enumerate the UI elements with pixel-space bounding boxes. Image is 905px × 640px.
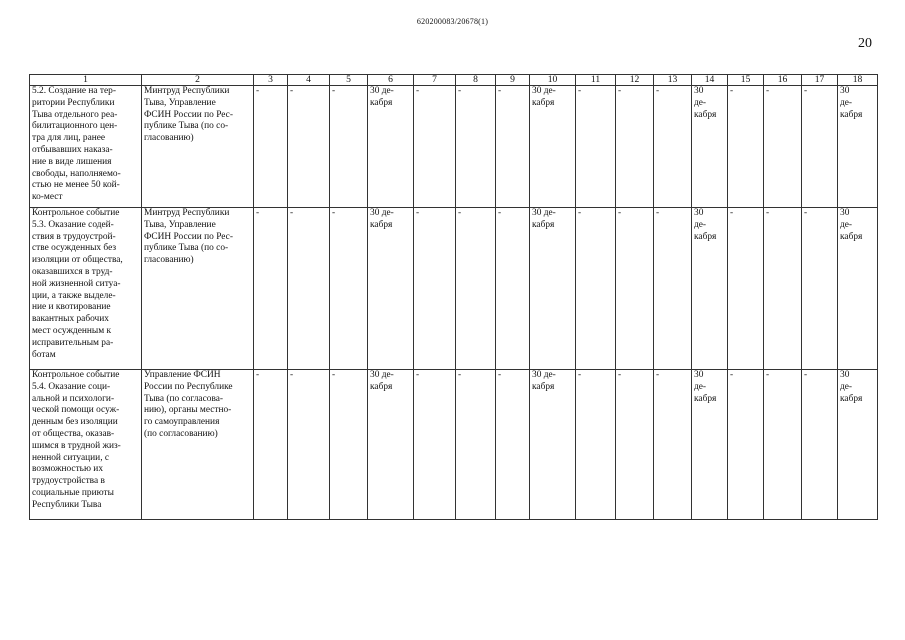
column-header: 16 [764, 75, 802, 86]
event-cell: 5.2. Создание на тер- ритории Республики Тыва отдельного реа- билитационного цен- тра для лиц, ранее отбывавших наказа- ние в виде лишения свободы, наполняемо- стью не менее 50 кой- ко-мест [30, 86, 142, 208]
schedule-cell: - [802, 86, 838, 208]
event-cell: Контрольное событие 5.4. Оказание соци- альной и психологи- ческой помощи осуж- денным без изоляции от общества, оказав- шимся в трудной жиз- ненной ситуации, с возможностью их трудоустройства в социальные приюты Республики Тыва [30, 370, 142, 520]
column-header: 13 [654, 75, 692, 86]
schedule-cell: - [616, 208, 654, 370]
schedule-cell: 30 де- кабря [368, 86, 414, 208]
schedule-cell: 30 де- кабря [838, 208, 878, 370]
column-header: 18 [838, 75, 878, 86]
table-row [30, 86, 878, 208]
schedule-cell: 30 де- кабря [692, 208, 728, 370]
schedule-cell: 30 де- кабря [838, 370, 878, 520]
plan-table [29, 74, 878, 520]
table-row [30, 370, 878, 520]
column-header: 6 [368, 75, 414, 86]
column-header: 11 [576, 75, 616, 86]
schedule-cell: - [728, 86, 764, 208]
schedule-cell: - [456, 370, 496, 520]
column-header: 10 [530, 75, 576, 86]
column-header: 12 [616, 75, 654, 86]
column-header: 15 [728, 75, 764, 86]
column-header: 17 [802, 75, 838, 86]
schedule-cell: - [254, 86, 288, 208]
schedule-cell: 30 де- кабря [368, 208, 414, 370]
schedule-cell: 30 де- кабря [692, 370, 728, 520]
column-header: 8 [456, 75, 496, 86]
schedule-cell: - [576, 208, 616, 370]
schedule-cell: - [254, 370, 288, 520]
schedule-cell: 30 де- кабря [530, 370, 576, 520]
schedule-cell: - [496, 86, 530, 208]
schedule-cell: - [456, 86, 496, 208]
schedule-cell: - [288, 86, 330, 208]
schedule-cell: - [254, 208, 288, 370]
column-header: 5 [330, 75, 368, 86]
schedule-cell: - [456, 208, 496, 370]
schedule-cell: - [576, 370, 616, 520]
schedule-cell: - [728, 208, 764, 370]
column-header: 4 [288, 75, 330, 86]
schedule-cell: 30 де- кабря [692, 86, 728, 208]
schedule-cell: - [802, 370, 838, 520]
column-header: 14 [692, 75, 728, 86]
schedule-cell: - [764, 208, 802, 370]
schedule-cell: - [764, 86, 802, 208]
schedule-cell: - [802, 208, 838, 370]
schedule-cell: - [728, 370, 764, 520]
schedule-cell: - [764, 370, 802, 520]
schedule-cell: - [288, 208, 330, 370]
schedule-cell: - [654, 86, 692, 208]
page-number: 20 [858, 36, 872, 51]
column-header: 9 [496, 75, 530, 86]
schedule-cell: - [616, 86, 654, 208]
schedule-cell: 30 де- кабря [368, 370, 414, 520]
event-cell: Контрольное событие 5.3. Оказание содей- ствия в трудоустрой- стве осужденных без изоляции от общества, оказавшихся в труд- ной жизненной ситуа- ции, а также выделе- ние и квотирование вакантных рабочих мест осужденным к исправительным ра- ботам [30, 208, 142, 370]
schedule-cell: - [654, 208, 692, 370]
schedule-cell: - [616, 370, 654, 520]
column-header: 3 [254, 75, 288, 86]
column-header: 7 [414, 75, 456, 86]
schedule-cell: - [414, 370, 456, 520]
table-body [30, 75, 878, 520]
header-row [30, 75, 878, 86]
executor-cell: Минтруд Республики Тыва, Управление ФСИН России по Рес- публике Тыва (по со- гласованию) [142, 208, 254, 370]
schedule-cell: - [496, 208, 530, 370]
schedule-cell: 30 де- кабря [530, 208, 576, 370]
executor-cell: Управление ФСИН России по Республике Тыва (по согласова- нию), органы местно- го самоуправления (по согласованию) [142, 370, 254, 520]
column-header: 2 [142, 75, 254, 86]
schedule-cell: - [654, 370, 692, 520]
schedule-cell: - [330, 208, 368, 370]
document-id: 620200083/20678(1) [416, 17, 489, 26]
column-header: 1 [30, 75, 142, 86]
schedule-cell: - [288, 370, 330, 520]
executor-cell: Минтруд Республики Тыва, Управление ФСИН России по Рес- публике Тыва (по со- гласованию) [142, 86, 254, 208]
schedule-cell: - [496, 370, 530, 520]
schedule-cell: 30 де- кабря [530, 86, 576, 208]
schedule-cell: - [330, 86, 368, 208]
schedule-cell: - [330, 370, 368, 520]
schedule-cell: - [576, 86, 616, 208]
schedule-cell: 30 де- кабря [838, 86, 878, 208]
schedule-cell: - [414, 86, 456, 208]
schedule-cell: - [414, 208, 456, 370]
table-row [30, 208, 878, 370]
